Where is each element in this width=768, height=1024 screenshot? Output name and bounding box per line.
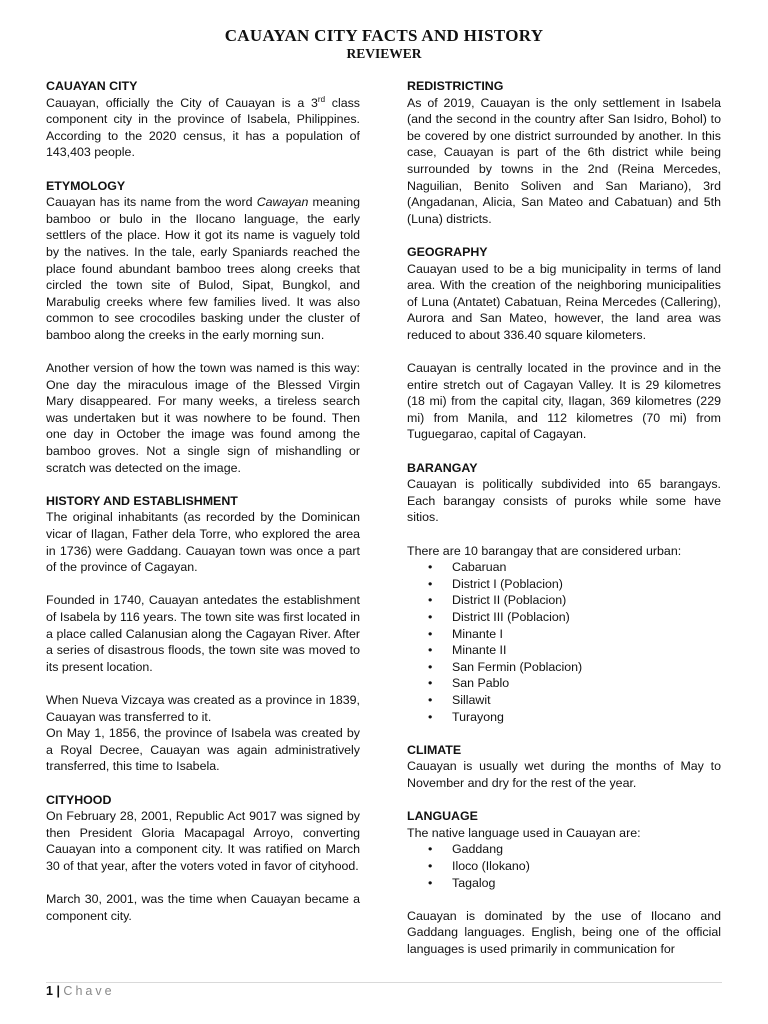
urban-barangay-list [407,559,721,725]
section-heading-geography: GEOGRAPHY [407,244,488,259]
footer-separator: | [56,984,60,998]
section-heading-barangay: BARANGAY [407,460,478,475]
barangay-paragraph-1: Cauayan is politically subdivided into 65 barangays. Each barangay consists of puroks while some have sitios. [407,477,721,525]
redistricting-paragraph: As of 2019, Cauayan is the only settlement in Isabela (and the second in the country after San Isidro, Bohol) to be covered by one district surrounded by another. In this case, Cauayan is part of the 6th district while being surrounded by towns in the 2nd (Reina Mercedes, Naguilian, Benito Soliven and San Mariano), 3rd (Angadanan, Alicia, San Mateo and Cabatuan) and 5th (Luna) districts. [407,95,721,226]
language-paragraph-1: The native language used in Cauayan are: [407,825,641,840]
section-heading-climate: CLIMATE [407,742,462,757]
list-item: • Tagalog [452,875,721,892]
list-item: • Minante I [452,626,721,643]
history-paragraph-1: The original inhabitants (as recorded by the Dominican vicar of Ilagan, Father dela Torre, who explored the area in 1736) were Gaddang. Cauayan town was once a part of the province of Cagayan. [46,510,360,575]
list-item: • Cabaruan [452,559,721,576]
document-title: CAUAYAN CITY FACTS AND HISTORY [224,26,544,45]
etymology-paragraph-1: Cauayan has its name from the word Cawayan meaning bamboo or bulo in the Ilocano language, the early settlers of the place. How it got its name is vaguely told by the natives. In the tale, early Spaniards reached the place found abundant bamboo trees along creeks that circled the town site of Bulod, Sipat, Bungkol, and Marabulig creeks where few families lived. It was also common to see crocodiles basking under the cluster of bamboo along the creeks in the early morning sun. [46,195,360,342]
section-heading-etymology: ETYMOLOGY [46,178,126,193]
cawayan-term: Cawayan [256,195,309,210]
list-item: • District III (Poblacion) [452,609,721,626]
footer-brand: Chave [63,984,115,998]
history-paragraph-4: On May 1, 1856, the province of Isabela was created by a Royal Decree, Cauayan was again administratively transferred, this time to Isabela. [46,726,360,774]
list-item: • Gaddang [452,841,721,858]
history-paragraph-2: Founded in 1740, Cauayan antedates the establishment of Isabela by 116 years. The town site was first located in a place called Calanusian along the Cagayan River. After a series of disastrous floods, the town site was moved to its present location. [46,593,360,674]
list-item: • San Pablo [452,675,721,692]
geography-paragraph-2: Cauayan is centrally located in the province and in the entire stretch out of Cagayan Valley. It is 29 kilometres (18 mi) from the capital city, Ilagan, 369 kilometres (229 mi) from Manila, and 112 kilometres (70 mi) from Tuguegarao, capital of Cagayan. [407,361,721,442]
left-column [46,78,360,924]
list-item: • Sillawit [452,692,721,709]
geography-paragraph-1: Cauayan used to be a big municipality in terms of land area. With the creation of the neighboring municipalities of Luna (Antatet) Cabatuan, Reina Mercedes (Callering), Aurora and San Mateo, however, the land area was reduced to about 336.40 square kilometers. [407,261,721,342]
section-heading-cityhood: CITYHOOD [46,792,112,807]
cauayan-paragraph: Cauayan, officially the City of Cauayan is a 3rd class component city in the province of Isabela, Philippines. According to the 2020 census, it has a population of 143,403 people. [46,94,360,160]
barangay-paragraph-2: There are 10 barangay that are considered urban: [407,543,682,558]
etymology-paragraph-2: Another version of how the town was named is this way: One day the miraculous image of the Blessed Virgin Mary disappeared. For many weeks, a tireless search was undertaken but it was nowhere to be found. Then one day in October the image was found among the bamboo groves. Not a single sign of mishandling or scratch was detected on the image. [46,361,360,475]
cityhood-paragraph-2: March 30, 2001, was the time when Cauayan became a component city. [46,892,360,923]
list-item: • Iloco (Ilokano) [452,858,721,875]
list-item: • District II (Poblacion) [452,592,721,609]
list-item: • Minante II [452,642,721,659]
section-heading-cauayan: CAUAYAN CITY [46,79,138,93]
climate-paragraph: Cauayan is usually wet during the months of May to November and dry for the rest of the year. [407,759,721,790]
language-paragraph-2: Cauayan is dominated by the use of Ilocano and Gaddang languages. English, being one of the official languages is used primarily in communication for [407,908,721,956]
page-number: 1 [46,984,53,998]
list-item: • San Fermin (Poblacion) [452,659,721,676]
ordinal-superscript: rd [317,94,326,104]
list-item: • District I (Poblacion) [452,576,721,593]
section-heading-history: HISTORY AND ESTABLISHMENT [46,493,238,508]
document-subtitle: REVIEWER [346,46,422,61]
history-paragraph-3: When Nueva Vizcaya was created as a province in 1839, Cauayan was transferred to it. [46,692,360,724]
document-header [0,26,768,62]
right-column [407,78,721,957]
language-list [407,841,721,891]
cityhood-paragraph-1: On February 28, 2001, Republic Act 9017 was signed by then President Gloria Macapagal Arroyo, converting Cauayan into a component city. It was ratified on March 30 of that year, after the voters voted in favor of cityhood. [46,809,360,873]
footer-divider [46,982,722,983]
list-item: • Turayong [452,709,721,726]
section-heading-redistricting: REDISTRICTING [407,79,504,93]
section-heading-language: LANGUAGE [407,809,478,824]
page-footer [46,984,115,998]
